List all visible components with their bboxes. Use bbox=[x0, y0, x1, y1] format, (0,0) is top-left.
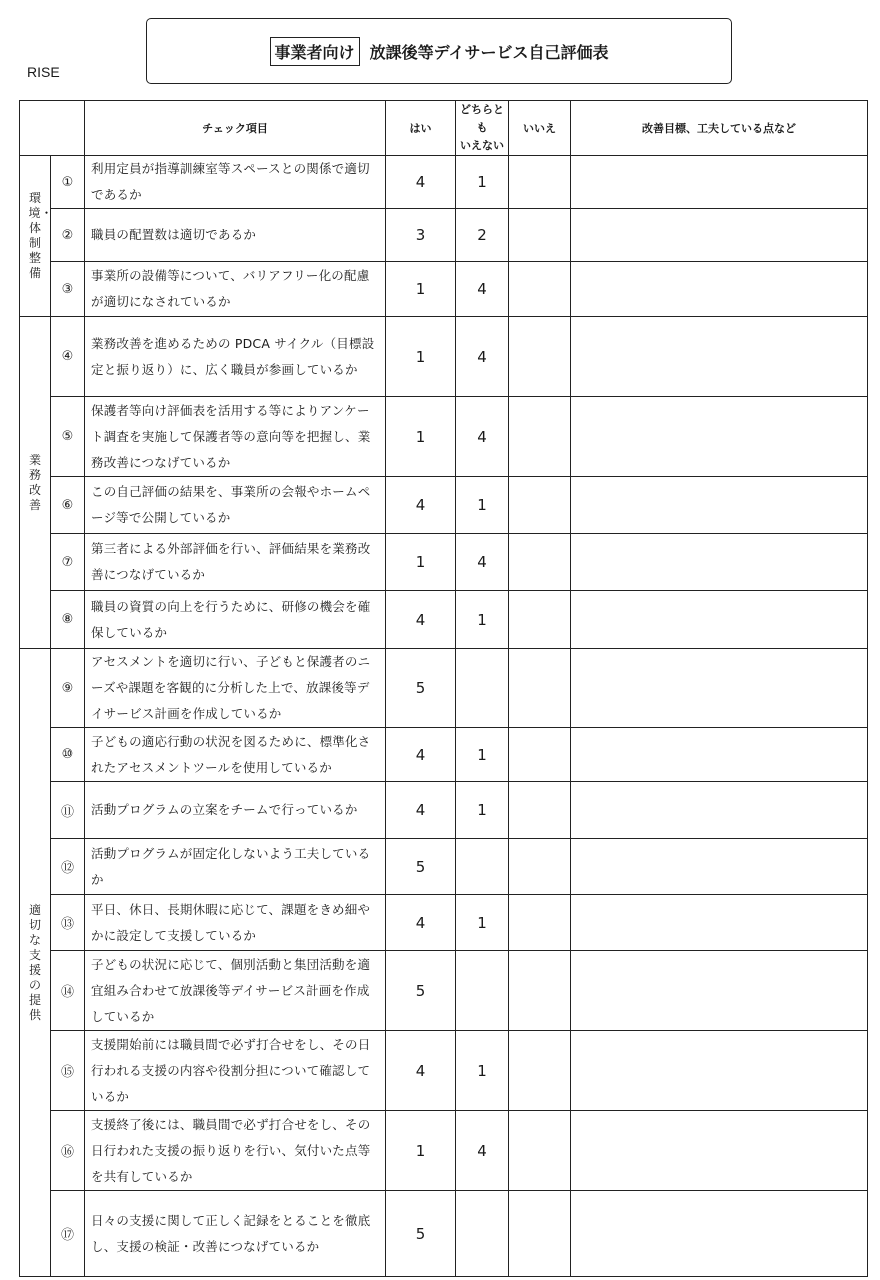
row-number: ⑥ bbox=[51, 477, 85, 534]
improvement-note[interactable] bbox=[571, 397, 868, 477]
table-row bbox=[20, 209, 868, 262]
improvement-note[interactable] bbox=[571, 839, 868, 895]
check-item-text: 支援開始前には職員間で必ず打合せをし、その日行われる支援の内容や役割分担について確認しているか bbox=[85, 1031, 386, 1111]
row-number: ⑤ bbox=[51, 397, 85, 477]
improvement-note[interactable] bbox=[571, 895, 868, 951]
table-row bbox=[20, 262, 868, 317]
table-row bbox=[20, 1191, 868, 1277]
table-row bbox=[20, 839, 868, 895]
maybe-count[interactable]: 4 bbox=[456, 317, 509, 397]
header-maybe-line2: いえない bbox=[460, 139, 504, 152]
maybe-count[interactable]: 1 bbox=[456, 782, 509, 839]
header-maybe bbox=[456, 101, 509, 156]
check-item-text: 活動プログラムが固定化しないよう工夫しているか bbox=[85, 839, 386, 895]
improvement-note[interactable] bbox=[571, 951, 868, 1031]
maybe-count[interactable]: 1 bbox=[456, 1031, 509, 1111]
row-number: ⑰ bbox=[51, 1191, 85, 1277]
section-label: 適切な支援の提供 bbox=[20, 649, 51, 1277]
header-improve: 改善目標、工夫している点など bbox=[571, 101, 868, 156]
improvement-note[interactable] bbox=[571, 591, 868, 649]
section-label: 業務改善 bbox=[20, 317, 51, 649]
table-row bbox=[20, 591, 868, 649]
table-row bbox=[20, 156, 868, 209]
maybe-count[interactable]: 4 bbox=[456, 262, 509, 317]
check-item-text: 活動プログラムの立案をチームで行っているか bbox=[85, 782, 386, 839]
row-number: ⑧ bbox=[51, 591, 85, 649]
header-no: いいえ bbox=[509, 101, 571, 156]
maybe-count[interactable]: 1 bbox=[456, 728, 509, 782]
no-count[interactable] bbox=[509, 1031, 571, 1111]
yes-count[interactable]: 1 bbox=[386, 534, 456, 591]
maybe-count[interactable]: 4 bbox=[456, 397, 509, 477]
yes-count[interactable]: 4 bbox=[386, 477, 456, 534]
no-count[interactable] bbox=[509, 839, 571, 895]
check-item-text: 保護者等向け評価表を活用する等によりアンケート調査を実施して保護者等の意向等を把握し、業務改善につなげているか bbox=[85, 397, 386, 477]
no-count[interactable] bbox=[509, 951, 571, 1031]
yes-count[interactable]: 1 bbox=[386, 262, 456, 317]
table-row bbox=[20, 397, 868, 477]
maybe-count[interactable] bbox=[456, 649, 509, 728]
no-count[interactable] bbox=[509, 397, 571, 477]
check-item-text: 利用定員が指導訓練室等スペースとの関係で適切であるか bbox=[85, 156, 386, 209]
check-item-text: 事業所の設備等について、バリアフリー化の配慮が適切になされているか bbox=[85, 262, 386, 317]
header-blank bbox=[20, 101, 85, 156]
yes-count[interactable]: 4 bbox=[386, 782, 456, 839]
maybe-count[interactable]: 1 bbox=[456, 591, 509, 649]
yes-count[interactable]: 5 bbox=[386, 649, 456, 728]
maybe-count[interactable]: 1 bbox=[456, 895, 509, 951]
row-number: ⑫ bbox=[51, 839, 85, 895]
table-row bbox=[20, 728, 868, 782]
improvement-note[interactable] bbox=[571, 782, 868, 839]
check-item-text: 職員の配置数は適切であるか bbox=[85, 209, 386, 262]
check-item-text: 業務改善を進めるための PDCA サイクル（目標設定と振り返り）に、広く職員が参画しているか bbox=[85, 317, 386, 397]
row-number: ① bbox=[51, 156, 85, 209]
title-main: 放課後等デイサービス自己評価表 bbox=[369, 42, 609, 62]
no-count[interactable] bbox=[509, 477, 571, 534]
check-item-text: この自己評価の結果を、事業所の会報やホームページ等で公開しているか bbox=[85, 477, 386, 534]
organization-name: RISE bbox=[27, 64, 60, 80]
yes-count[interactable]: 4 bbox=[386, 895, 456, 951]
maybe-count[interactable] bbox=[456, 951, 509, 1031]
no-count[interactable] bbox=[509, 209, 571, 262]
maybe-count[interactable]: 4 bbox=[456, 1111, 509, 1191]
maybe-count[interactable]: 1 bbox=[456, 156, 509, 209]
check-item-text: 支援終了後には、職員間で必ず打合せをし、その日行われた支援の振り返りを行い、気付いた点等を共有しているか bbox=[85, 1111, 386, 1191]
no-count[interactable] bbox=[509, 262, 571, 317]
check-item-text: 第三者による外部評価を行い、評価結果を業務改善につなげているか bbox=[85, 534, 386, 591]
row-number: ⑮ bbox=[51, 1031, 85, 1111]
table-row bbox=[20, 1031, 868, 1111]
check-item-text: 職員の資質の向上を行うために、研修の機会を確保しているか bbox=[85, 591, 386, 649]
table-row bbox=[20, 1111, 868, 1191]
no-count[interactable] bbox=[509, 895, 571, 951]
page-title bbox=[146, 18, 732, 84]
maybe-count[interactable]: 1 bbox=[456, 477, 509, 534]
header-yes: はい bbox=[386, 101, 456, 156]
check-item-text: 平日、休日、長期休暇に応じて、課題をきめ細やかに設定して支援しているか bbox=[85, 895, 386, 951]
improvement-note[interactable] bbox=[571, 728, 868, 782]
table-row bbox=[20, 317, 868, 397]
title-label: 事業者向け bbox=[270, 37, 360, 66]
check-item-text: アセスメントを適切に行い、子どもと保護者のニーズや課題を客観的に分析した上で、放課後等デイサービス計画を作成しているか bbox=[85, 649, 386, 728]
improvement-note[interactable] bbox=[571, 1111, 868, 1191]
improvement-note[interactable] bbox=[571, 209, 868, 262]
row-number: ③ bbox=[51, 262, 85, 317]
maybe-count[interactable]: 4 bbox=[456, 534, 509, 591]
no-count[interactable] bbox=[509, 317, 571, 397]
yes-count[interactable]: 1 bbox=[386, 317, 456, 397]
improvement-note[interactable] bbox=[571, 262, 868, 317]
table-row bbox=[20, 895, 868, 951]
no-count[interactable] bbox=[509, 649, 571, 728]
table-row bbox=[20, 951, 868, 1031]
row-number: ⑯ bbox=[51, 1111, 85, 1191]
yes-count[interactable]: 5 bbox=[386, 839, 456, 895]
improvement-note[interactable] bbox=[571, 1031, 868, 1111]
row-number: ⑨ bbox=[51, 649, 85, 728]
header-maybe-line1: どちらとも bbox=[460, 103, 504, 134]
check-item-text: 子どもの適応行動の状況を図るために、標準化されたアセスメントツールを使用しているか bbox=[85, 728, 386, 782]
improvement-note[interactable] bbox=[571, 156, 868, 209]
yes-count[interactable]: 4 bbox=[386, 156, 456, 209]
yes-count[interactable]: 1 bbox=[386, 397, 456, 477]
improvement-note[interactable] bbox=[571, 649, 868, 728]
improvement-note[interactable] bbox=[571, 1191, 868, 1277]
yes-count[interactable]: 3 bbox=[386, 209, 456, 262]
no-count[interactable] bbox=[509, 728, 571, 782]
row-number: ⑭ bbox=[51, 951, 85, 1031]
improvement-note[interactable] bbox=[571, 534, 868, 591]
no-count[interactable] bbox=[509, 782, 571, 839]
row-number: ④ bbox=[51, 317, 85, 397]
maybe-count[interactable]: 2 bbox=[456, 209, 509, 262]
improvement-note[interactable] bbox=[571, 477, 868, 534]
row-number: ⑪ bbox=[51, 782, 85, 839]
yes-count[interactable]: 4 bbox=[386, 591, 456, 649]
yes-count[interactable]: 5 bbox=[386, 951, 456, 1031]
maybe-count[interactable] bbox=[456, 1191, 509, 1277]
table-row bbox=[20, 649, 868, 728]
no-count[interactable] bbox=[509, 1111, 571, 1191]
no-count[interactable] bbox=[509, 156, 571, 209]
yes-count[interactable]: 4 bbox=[386, 1031, 456, 1111]
section-label: 環境・体制整備 bbox=[20, 156, 51, 317]
row-number: ⑬ bbox=[51, 895, 85, 951]
maybe-count[interactable] bbox=[456, 839, 509, 895]
no-count[interactable] bbox=[509, 1191, 571, 1277]
yes-count[interactable]: 1 bbox=[386, 1111, 456, 1191]
header-check-item: チェック項目 bbox=[85, 101, 386, 156]
table-row bbox=[20, 477, 868, 534]
check-item-text: 日々の支援に関して正しく記録をとることを徹底し、支援の検証・改善につなげているか bbox=[85, 1191, 386, 1277]
yes-count[interactable]: 4 bbox=[386, 728, 456, 782]
table-row bbox=[20, 782, 868, 839]
evaluation-table bbox=[19, 100, 868, 1277]
improvement-note[interactable] bbox=[571, 317, 868, 397]
yes-count[interactable]: 5 bbox=[386, 1191, 456, 1277]
row-number: ⑦ bbox=[51, 534, 85, 591]
no-count[interactable] bbox=[509, 534, 571, 591]
no-count[interactable] bbox=[509, 591, 571, 649]
row-number: ⑩ bbox=[51, 728, 85, 782]
table-row bbox=[20, 534, 868, 591]
row-number: ② bbox=[51, 209, 85, 262]
header-row bbox=[20, 101, 868, 156]
check-item-text: 子どもの状況に応じて、個別活動と集団活動を適宜組み合わせて放課後等デイサービス計画を作成しているか bbox=[85, 951, 386, 1031]
